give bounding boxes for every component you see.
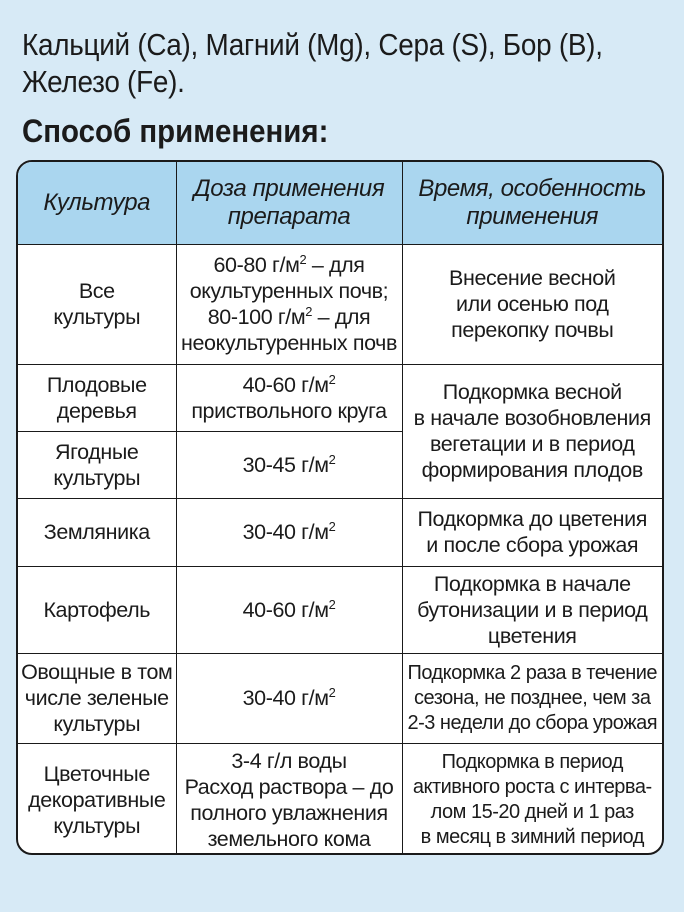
dose-cell [176,743,402,855]
dose-cell [176,653,402,743]
time-line: сезона, не позднее, чем за [414,686,651,709]
culture-cell [18,566,176,653]
dose-line: 60-80 $г/м^2$ – для [213,251,365,277]
culture-line: Овощные в том [21,660,173,684]
dose-line: 40-60 $г/м^2$ [242,371,336,397]
culture-line: Картофель [43,597,151,622]
dose-cell [176,431,402,498]
dose-line: 30-45 $г/м^2$ [242,451,336,477]
culture-cell [18,244,176,364]
culture-cell [18,364,176,431]
header-dose-line: препарата [227,202,351,230]
culture-cell [18,743,176,855]
header-dose [176,162,402,244]
time-line: Подкормка до цветения [417,507,648,531]
time-cell [402,743,662,855]
dose-line: 80-100 $г/м^2$ – для [207,303,371,329]
intro-line-2: Железо (Fe). [22,64,185,99]
dose-cell [176,244,402,364]
time-cell [402,566,662,653]
culture-cell [18,498,176,566]
application-table [16,160,664,855]
dose-line: окультуренных почв; [189,279,389,303]
culture-line: Ягодные [55,439,139,464]
time-line: Подкормка в период [441,751,623,774]
time-cell [402,498,662,566]
dose-line: 40-60 $г/м^2$ [242,596,336,622]
time-line: в месяц в зимний период [420,826,644,849]
time-line: лом 15-20 дней и 1 раз [430,801,634,824]
time-line: формирования плодов [421,458,643,482]
time-line: вегетации и в период [429,432,635,456]
dose-cell [176,498,402,566]
time-cell [402,244,662,364]
header-culture-line: Культура [43,188,151,216]
dose-line: земельного кома [207,827,371,852]
time-line: Подкормка весной [442,380,622,404]
time-line: бутонизации и в период [417,597,648,622]
time-line: Подкормка в начале [433,571,631,596]
dose-line: Расход раствора – до [184,775,394,800]
culture-cell [18,431,176,498]
header-culture [18,162,176,244]
time-line: цветения [487,623,577,648]
culture-line: числе зеленые [24,686,169,710]
culture-line: Земляника [43,520,150,544]
table-row [18,244,662,364]
culture-line: деревья [56,398,137,423]
time-cell [402,653,662,743]
header-time [402,162,662,244]
time-line: и после сбора урожая [426,533,639,557]
dose-line: 30-40 $г/м^2$ [242,684,336,710]
dose-line: приствольного круга [191,398,387,423]
time-line: Внесение весной [449,266,616,290]
time-cell [402,364,662,498]
header-dose-line: Доза применения [193,174,385,202]
table-row [18,566,662,653]
culture-line: культуры [53,814,141,839]
header-time-line: применения [466,202,599,230]
time-line: Подкормка 2 раза в течение [407,661,658,684]
dose-line: неокультуренных почв [181,331,397,355]
culture-line: Плодовые [46,372,147,397]
table-row [18,743,662,855]
intro-text [22,26,603,100]
culture-line: культуры [53,712,141,736]
culture-line: Цветочные [43,762,150,787]
culture-line: Все [78,279,115,303]
dose-cell [176,566,402,653]
time-line: или осенью под [456,292,609,316]
time-line: активного роста с интерва- [412,776,652,799]
dose-cell [176,364,402,431]
time-line: в начале возобновления [413,406,651,430]
intro-line-1: Кальций (Ca), Магний (Mg), Сера (S), Бор (B), [22,27,603,62]
table-header-row [18,162,662,244]
section-heading: Способ применения: [22,113,329,149]
time-line: 2-3 недели до сбора урожая [407,711,658,734]
table-row [18,498,662,566]
table-row [18,364,662,431]
table-row [18,653,662,743]
culture-line: декоративные [28,788,166,813]
culture-cell [18,653,176,743]
time-line: перекопку почвы [451,318,614,342]
header-time-line: Время, особенность [418,174,647,202]
culture-line: культуры [53,305,141,329]
dose-line: 3-4 г/л воды [231,749,347,774]
dose-line: полного увлажнения [190,801,388,826]
dose-line: 30-40 $г/м^2$ [242,518,336,544]
culture-line: культуры [53,465,141,490]
